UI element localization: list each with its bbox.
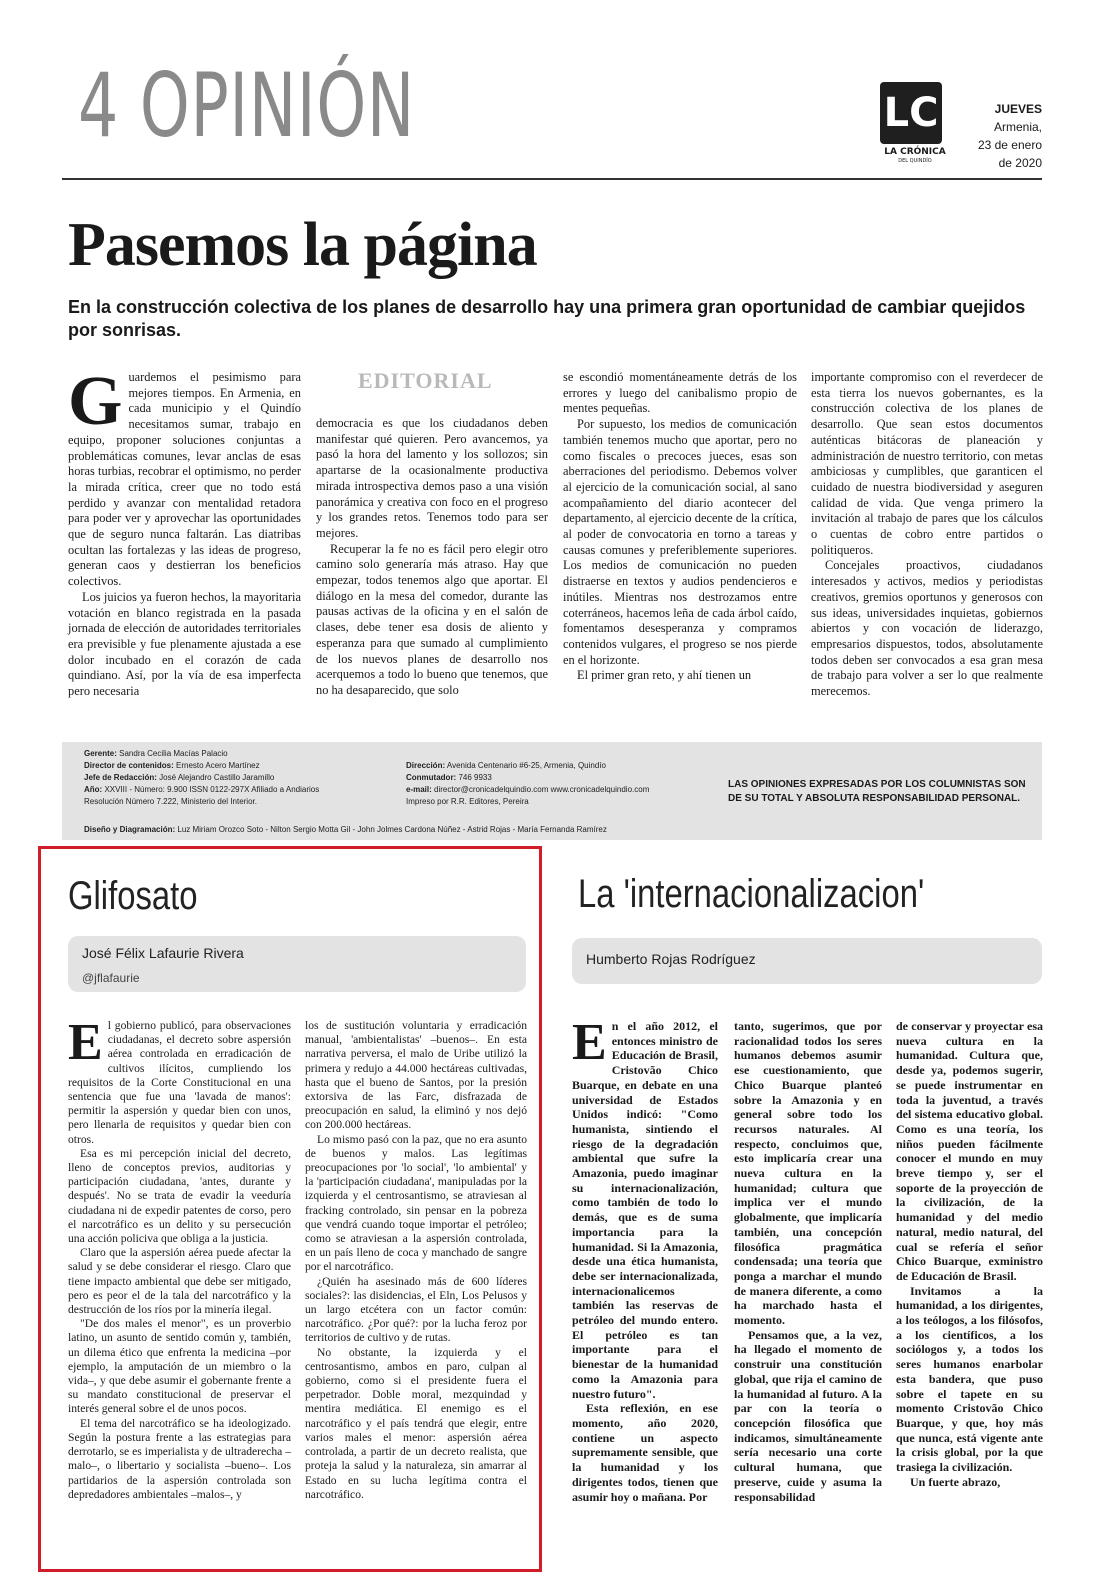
editorial-label: EDITORIAL — [358, 368, 493, 393]
internacional-column-2 — [734, 1019, 882, 1504]
paragraph: Concejales proactivos, ciudadanos interesados y activos, medios y periodistas creativos, gremios oportunos y generosos con sus ideas, universidades inquietas, gobiernos abiertos y con vocación de liderazgo, empresarios dispuestos, todos, absolutamente todos deben ser convocados a esa gran mesa de trabajo para volver a ser lo que realmente merecemos. — [811, 558, 1043, 699]
header-rule — [62, 178, 1042, 180]
author-handle: @jflafaurie — [82, 971, 140, 985]
paragraph: Por supuesto, los medios de comunicación también tenemos mucho que aportar, pero no como fiscales o precoces jueces, esas son aberraciones del periodismo. Debemos volver al ejercicio de la comunicación social, al sano acompañamiento del diario acontecer del departamento, al ejercicio decente de la crítica, al poder de convocatoria en torno a tareas y causas comunes y preferiblemente superiores. Los medios de comunicación no pueden distraerse en textos y audios pendencieros e inútiles. Mientras nos destrozamos entre coterráneos, hacemos leña de cada árbol caído, fomentamos desesperanza y compramos contenidos vulgares, el progreso se nos pierde en el horizonte. — [563, 417, 797, 667]
disclaimer-note: LAS OPINIONES EXPRESADAS POR LOS COLUMNISTAS SON DE SU TOTAL Y ABSOLUTA RESPONSABILIDAD PERSONAL. — [728, 779, 1026, 804]
paragraph: importante compromiso con el reverdecer de esta tierra los nuevos gobernantes, es la construcción colectiva de los planes de desarrollo. Que sean estos documentos auténticas bitácoras de planeación y administración de nuestro territorio, con metas ambiciosas y cumplibles, que garanticen el cuidado de nuestra biodiversidad y aseguren calidad de vida. Que venga primero la invitación al trabajo de pares que los cálculos o cuentas de cobro entre partidos o politiqueros. — [811, 370, 1043, 557]
drop-cap: E — [572, 1014, 607, 1071]
masthead-line: Impreso por R.R. Editores, Pereira — [406, 797, 529, 806]
paragraph: Los juicios ya fueron hechos, la mayoritaria votación en blanco registrada en la pasada jornada de elección de autoridades territoriales era previsible y fue plenamente ajustada a ese dolor incubado en el corazón de cada quindiano. Así, por la vía de esa imperfecta pero necesaria — [68, 589, 301, 699]
paragraph: En el año 2012, el entonces ministro de Educación de Brasil, Cristovão Chico Buarque, en debate en una universidad de Estados Unidos indicó: "Como humanista, sintiendo el riesgo de la degradación ambiental que sufre la Amazonia, puedo imaginar su internacionalización, como también de todo lo demás, que es de suma importancia para la humanidad. Si la Amazonia, desde una ética humanista, debe ser internacionalizada, internacionalicemos también las reservas de petróleo del mundo entero. El petróleo es tan importante para el bienestar de la humanidad como la Amazonia para nuestro futuro". — [572, 1014, 718, 1401]
masthead-left — [84, 748, 319, 808]
paragraph: Esa es mi percepción inicial del decreto, lleno de conceptos previos, auditorias y participación ciudadana, 'antes, durante y después'. No se trata de evadir la veeduría ciudadana ni de expedir patentes de corso, pero el narcotráfico es un delito y su persecución una acción policiva que obliga a la justicia. — [68, 1146, 291, 1246]
newspaper-logo: LC — [880, 82, 942, 144]
paragraph: "De dos males el menor", es un proverbio latino, un asunto de sentido común y, también, un dilema ético que enfrenta la medicina –por ejemplo, la amputación de un miembro o la vida–, y que debe asumir el gobernante frente a su mandato constitucional de preservar el interés general sobre el de unos pocos. — [68, 1317, 291, 1416]
paragraph: El gobierno publicó, para observaciones ciudadanas, el decreto sobre aspersión aérea controlada en erradicación de cultivos ilícitos, cumpliendo los requisitos de la Corte Constitucional en una sentencia que fue una 'lavada de manos': permitir la aspersión y quedar bien con unos, pero llenarla de requisitos y quedar bien con otros. — [68, 1014, 291, 1146]
paragraph: Esta reflexión, en ese momento, año 2020, contiene un aspecto supremamente sensible, que la humanidad y los dirigentes todos, tienen que asumir hoy o mañana. Por — [572, 1401, 718, 1504]
paragraph: El tema del narcotráfico se ha ideologizado. Según la postura frente a las estrategias para derrotarlo, se es imperialista y de ultraderecha –malo–, o libertario y socialista –bueno–. Los partidarios de la aspersión controlada son depredadores ambientales –malos–, y — [68, 1416, 291, 1501]
glifosato-column-1 — [68, 1014, 291, 1502]
date-year: de 2020 — [998, 156, 1042, 170]
internacional-column-1 — [572, 1014, 718, 1504]
drop-cap: G — [68, 363, 123, 440]
paragraph: tanto, sugerimos, que por racionalidad todos los seres humanos debemos asumir ese cuestionamiento, que Chico Buarque planteó sobre la Amazonia y en general sobre todo los recursos naturales. Al respecto, concluimos que, esto implicaría crear una nueva cultura en la humanidad; cultura que implica ver el mundo globalmente, que implicaría también, una concepción filosófica pragmática condensada; una teoría que ponga a marchar el mundo de manera diferente, a como ha marchado hasta el momento. — [734, 1019, 882, 1328]
logo-subtitle: DEL QUINDÍO — [898, 158, 932, 164]
editorial-headline: Pasemos la página — [68, 211, 537, 279]
author-name: Humberto Rojas Rodríguez — [586, 951, 756, 967]
internacional-column-3 — [896, 1019, 1043, 1490]
date-block — [978, 100, 1042, 172]
masthead-middle — [406, 760, 649, 808]
masthead-line: Dirección: Avenida Centenario #6-25, Armenia, Quindío — [406, 761, 606, 770]
glifosato-title: Glifosato — [68, 874, 198, 918]
drop-cap: E — [68, 1014, 103, 1071]
internacional-title: La 'internacionalizacion' — [578, 872, 925, 916]
paragraph: Recuperar la fe no es fácil pero elegir otro camino solo generaría más atraso. Hay que empezar, todos tenemos algo que aportar. El diálogo en la mesa del comedor, durante las pausas activas de la oficina y en el salón de clases, debe tener esa dosis de aliento y esperanza para que sumado al cumplimiento de los nuevos planes de desarrollo nos acerquemos a todo lo bueno que tenemos, que no ha desaparecido, que solo — [316, 541, 548, 697]
masthead-line: Director de contenidos: Ernesto Acero Martínez — [84, 761, 260, 770]
author-bar — [572, 938, 1042, 984]
masthead-design-credits: Diseño y Diagramación: Luz Miriam Orozco Soto - Nilton Sergio Motta Gil - John Jolmes Cardona Núñez - Astrid Rojas - María Fernanda Ramírez — [84, 825, 607, 834]
paragraph: Claro que la aspersión aérea puede afectar la salud y se debe considerar el riesgo. Claro que tiene impacto ambiental que debe ser mitigado, pero es peor el de la tala del narcotráfico y la destrucción de los ríos por la minería ilegal. — [68, 1246, 291, 1317]
masthead-line: Año: XXVIII - Número: 9.900 ISSN 0122-297X Afiliado a Andiarios — [84, 785, 320, 794]
editorial-column-1 — [68, 363, 301, 700]
author-name: José Félix Lafaurie Rivera — [82, 945, 244, 961]
paragraph: Invitamos a la humanidad, a los dirigentes, a los teólogos, a los filósofos, a los científicos, a los sociólogos y, a todos los seres humanos enarbolar esta bandera, que puso sobre el tapete en su momento Cristovão Chico Buarque, y que, hoy más que nunca, está vigente ante la crisis global, por la que trasiega la civilización. — [896, 1283, 1043, 1475]
paragraph: El primer gran reto, y ahí tienen un — [577, 668, 752, 683]
paragraph: los de sustitución voluntaria y erradicación manual, 'ambientalistas' –buenos–. En esta narrativa perversa, el malo de Uribe utilizó la primera y redujo a 44.000 hectáreas cultivadas, hasta que el bueno de Santos, por la presión extorsiva de las Farc, disfrazada de preocupación en salud, la eliminó y nos dejó con 200.000 hectáreas. — [305, 1019, 527, 1132]
masthead-box — [62, 742, 1042, 840]
paragraph: No obstante, la izquierda y el centrosantismo, ambos en paro, culpan al gobierno, como si el presidente fuera el perpetrador. Doble moral, mezquindad y mentira mediática. El enemigo es el narcotráfico y el país tendrá que elegir, entre varios males el menor: aspersión aérea controlada, a partir de un decreto realista, que proteja la salud y la naturaleza, sin amarrar al Estado en su lucha legítima contra el narcotráfico. — [305, 1345, 527, 1501]
masthead-line: Jefe de Redacción: José Alejandro Castillo Jaramillo — [84, 773, 275, 782]
paragraph: democracia es que los ciudadanos deben manifestar qué quieren. Pero avancemos, ya pasó la hora del lamento y los sollozos; sin apartarse de la ocasionalmente productiva mirada introspectiva demos paso a una visión panorámica y creativa con foco en el progreso y los grandes retos. Tenemos todo para ser mejores. — [316, 416, 548, 540]
paragraph: Un fuerte abrazo, — [910, 1474, 1001, 1489]
masthead-line: e-mail: director@cronicadelquindio.com www.cronicadelquindio.com — [406, 785, 650, 794]
editorial-column-3 — [563, 370, 797, 684]
glifosato-column-2 — [305, 1019, 527, 1502]
masthead-line: Gerente: Sandra Cecilia Macías Palacio — [84, 749, 228, 758]
date-weekday: JUEVES — [994, 102, 1042, 116]
date-day: 23 de enero — [977, 138, 1042, 152]
date-city: Armenia, — [993, 120, 1042, 134]
paragraph: de conservar y proyectar esa nueva cultura en la humanidad. Cultura que, desde ya, podemos sugerir, se puede instrumentar en toda la juventud, a través del sistema educativo global. Como es una teoría, los niños pueden fácilmente conocer el mundo en muy breve tiempo y, ser el soporte de la proyección de la civilización, de la humanidad y del medio natural, medio natural, del cual se refería el señor Chico Buarque, exministro de Educación de Brasil. — [896, 1019, 1043, 1283]
paragraph: Lo mismo pasó con la paz, que no era asunto de buenos y malos. Las legítimas preocupaciones por 'lo social', 'lo ambiental' y la 'participación ciudadana', manipuladas por la izquierda y el centrosantismo, se atraviesan al fracking controlado, sin pensar en la pobreza que vendrá cuando toque importar el petróleo; como se atraviesan a la aspersión controlada, en un país lleno de coca y manchado de sangre por el narcotráfico. — [305, 1132, 527, 1274]
author-bar — [68, 936, 526, 992]
masthead-line: Resolución Número 7.222, Ministerio del Interior. — [84, 797, 257, 806]
editorial-column-4 — [811, 370, 1043, 700]
paragraph: se escondió momentáneamente detrás de los errores y luego del canibalismo propio de mentes pequeñas. — [563, 370, 797, 416]
section-title: 4 OPINIÓN — [78, 54, 416, 157]
editorial-column-2 — [316, 416, 548, 699]
masthead-line: Conmutador: 746 9933 — [406, 773, 492, 782]
paragraph: Pensamos que, a la vez, ha llegado el momento de construir una constitución global, que rija el camino de la humanidad al futuro. A la par con la teoría o concepción filosófica que indicamos, simultáneamente sería necesario una corte cultural humana, que preserve, cuide y asuma la responsabilidad — [734, 1327, 882, 1504]
paragraph: ¿Quién ha asesinado más de 600 líderes sociales?: las disidencias, el Eln, Los Pelusos y un largo etcétera con un factor común: narcotráfico. ¿Por qué?: por la lucha feroz por territorios de cultivo y de rutas. — [305, 1274, 527, 1345]
paragraph: Guardemos el pesimismo para mejores tiempos. En Armenia, en cada municipio y el Quindío necesitamos sumar, trabajo en equipo, proponer soluciones conjuntas a problemáticas comunes, levar anclas de esas horas turbias, recobrar el optimismo, no perder la mirada crítica, creer que no todo está perdido y avanzar con mentalidad retadora para poder ver y aprovechar las oportunidades que de seguro nunca faltarán. Las diatribas ocultan las fortalezas y las ideas de progreso, generan caos y destierran los beneficios colectivos. — [68, 363, 301, 589]
logo-name: LA CRÓNICA — [884, 147, 946, 157]
editorial-deck: En la construcción colectiva de los planes de desarrollo hay una primera gran oportunidad de cambiar quejidos por sonrisas. — [68, 297, 1026, 341]
